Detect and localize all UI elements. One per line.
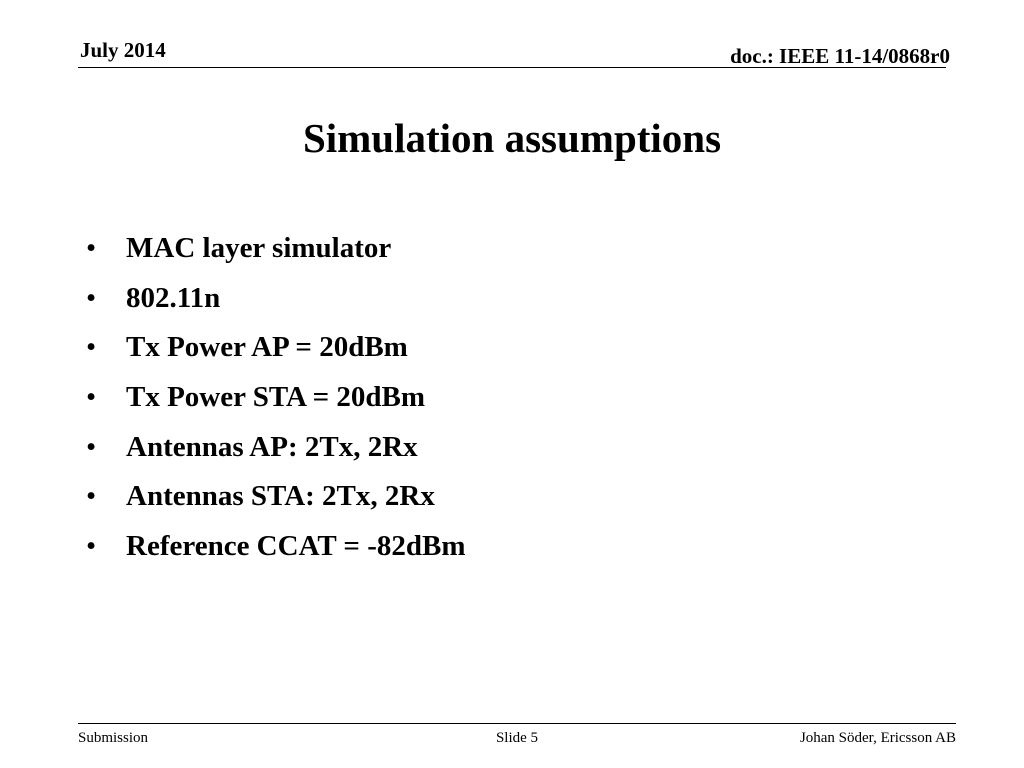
bullet-item [86, 476, 466, 526]
bullet-dot: • [86, 430, 97, 463]
bullet-text: Tx Power STA = 20dBm [126, 381, 426, 414]
bullet-list [86, 228, 466, 576]
bullet-dot: • [86, 480, 97, 513]
bullet-dot: • [86, 232, 97, 264]
bullet-text: MAC layer simulator [126, 232, 392, 264]
bullet-dot: • [86, 281, 97, 314]
bullet-dot: • [86, 381, 97, 414]
bullet-item [86, 278, 466, 328]
bullet-text: Antennas STA: 2Tx, 2Rx [126, 480, 435, 513]
bullet-text: Antennas AP: 2Tx, 2Rx [126, 430, 418, 463]
bullet-item [86, 228, 466, 278]
footer-author: Johan Söder, Ericsson AB [799, 730, 956, 746]
bullet-dot: • [86, 331, 97, 364]
header-document-id: doc.: IEEE 11-14/0868r0 [730, 44, 950, 68]
header-divider [78, 67, 946, 68]
bullet-text: 802.11n [126, 281, 221, 314]
bullet-text: Tx Power AP = 20dBm [126, 331, 408, 364]
bullet-text: Reference CCAT = -82dBm [126, 530, 466, 563]
bullet-item [86, 526, 466, 576]
bullet-item [86, 327, 466, 377]
bullet-dot: • [86, 530, 97, 563]
bullet-item [86, 427, 466, 477]
bullet-item [86, 377, 466, 427]
header-date: July 2014 [80, 38, 166, 62]
footer-divider [78, 723, 956, 724]
footer-submission: Submission [78, 730, 149, 746]
footer-slide-number: Slide 5 [495, 730, 539, 746]
slide-title: Simulation assumptions [302, 115, 722, 161]
